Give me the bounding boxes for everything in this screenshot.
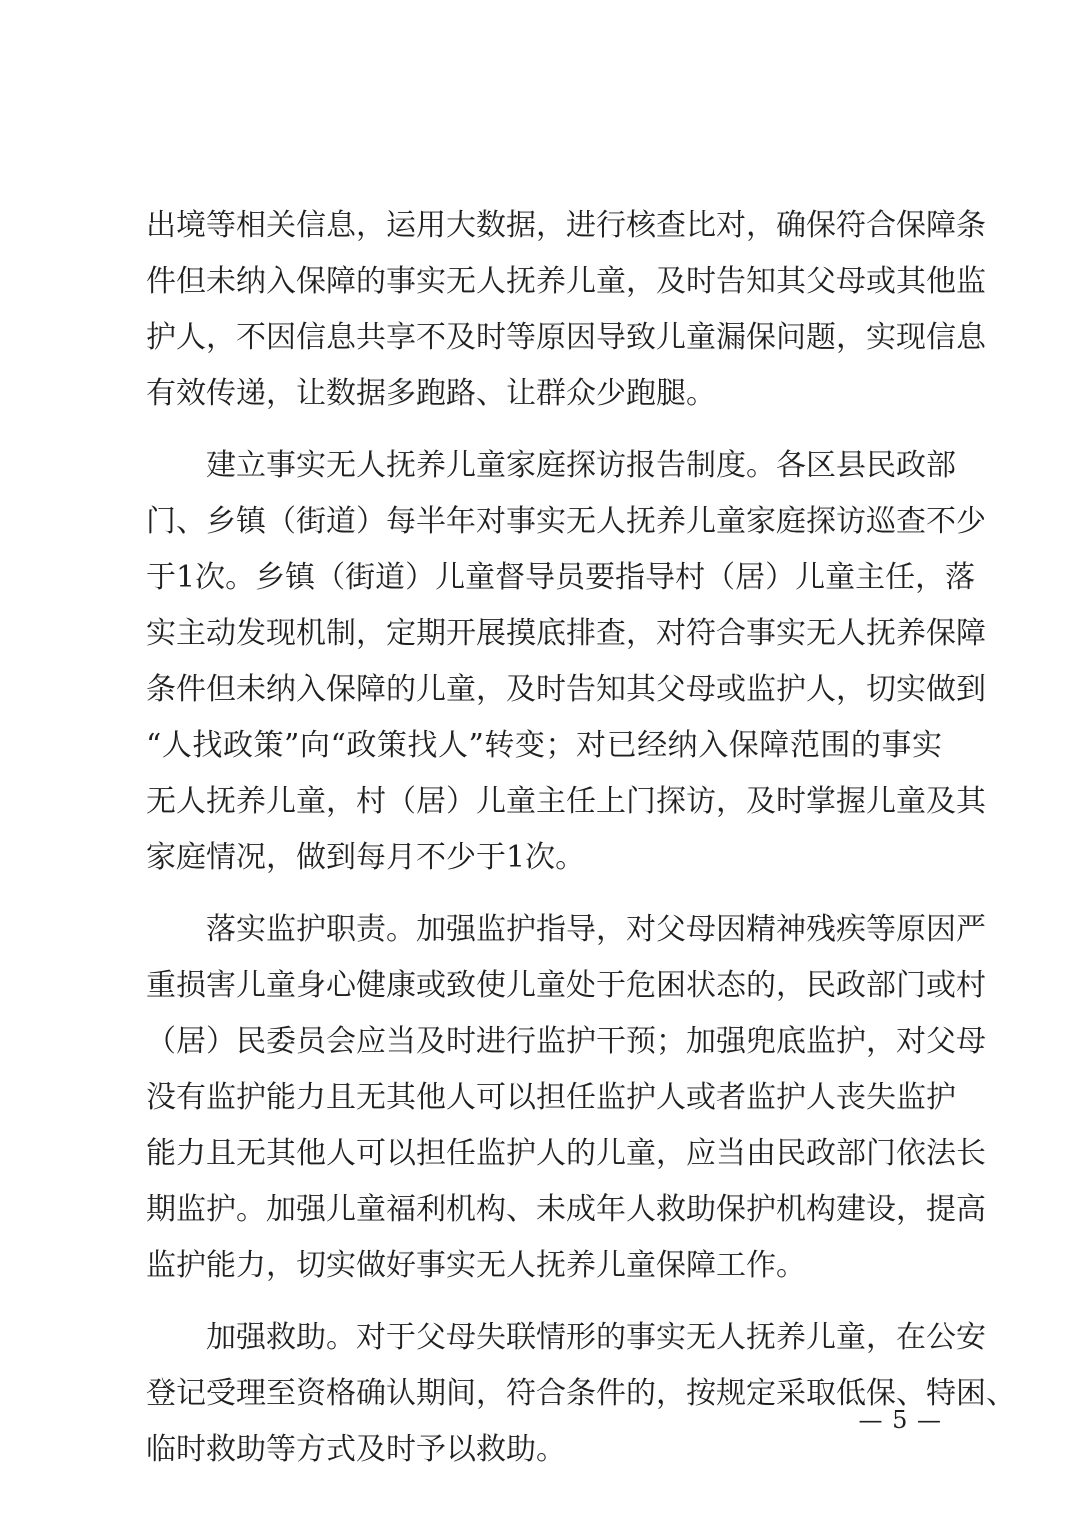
text-line: 实主动发现机制，定期开展摸底排查，对符合事实无人抚养保障 (146, 616, 986, 651)
text-line: 临时救助等方式及时予以救助。 (146, 1432, 566, 1467)
text-line: （居）民委员会应当及时进行监护干预；加强兜底监护，对父母 (146, 1024, 986, 1059)
text-line: 条件但未纳入保障的儿童，及时告知其父母或监护人，切实做到 (146, 672, 986, 707)
text-line: 门、乡镇（街道）每半年对事实无人抚养儿童家庭探访巡查不少 (146, 504, 986, 539)
text-line: 加强救助。对于父母失联情形的事实无人抚养儿童，在公安 (206, 1320, 986, 1355)
text-line: 能力且无其他人可以担任监护人的儿童，应当由民政部门依法长 (146, 1136, 986, 1171)
text-line: “人找政策”向“政策找人”转变；对已经纳入保障范围的事实 (146, 728, 942, 763)
text-line: 建立事实无人抚养儿童家庭探访报告制度。各区县民政部 (206, 448, 956, 483)
text-line: 没有监护能力且无其他人可以担任监护人或者监护人丧失监护 (146, 1080, 956, 1115)
text-line: 于1次。乡镇（街道）儿童督导员要指导村（居）儿童主任，落 (146, 560, 976, 595)
paragraph-3 (146, 902, 986, 1294)
text-line: 护人，不因信息共享不及时等原因导致儿童漏保问题，实现信息 (146, 320, 986, 355)
paragraph-4 (146, 1310, 1016, 1478)
paragraph-1 (146, 198, 986, 422)
text-line: 出境等相关信息，运用大数据，进行核查比对，确保符合保障条 (146, 208, 986, 243)
text-line: 无人抚养儿童，村（居）儿童主任上门探访，及时掌握儿童及其 (146, 784, 986, 819)
text-line: 家庭情况，做到每月不少于1次。 (146, 840, 586, 875)
page-number: — 5 — (858, 1406, 942, 1434)
text-line: 重损害儿童身心健康或致使儿童处于危困状态的，民政部门或村 (146, 968, 986, 1003)
text-line: 有效传递，让数据多跑路、让群众少跑腿。 (146, 376, 716, 411)
paragraph-2 (146, 438, 986, 886)
text-line: 件但未纳入保障的事实无人抚养儿童，及时告知其父母或其他监 (146, 264, 986, 299)
text-line: 登记受理至资格确认期间，符合条件的，按规定采取低保、特困、 (146, 1376, 1016, 1411)
text-line: 落实监护职责。加强监护指导，对父母因精神残疾等原因严 (206, 912, 986, 947)
body-text (146, 198, 1016, 1494)
text-line: 监护能力，切实做好事实无人抚养儿童保障工作。 (146, 1248, 806, 1283)
text-line: 期监护。加强儿童福利机构、未成年人救助保护机构建设，提高 (146, 1192, 986, 1227)
